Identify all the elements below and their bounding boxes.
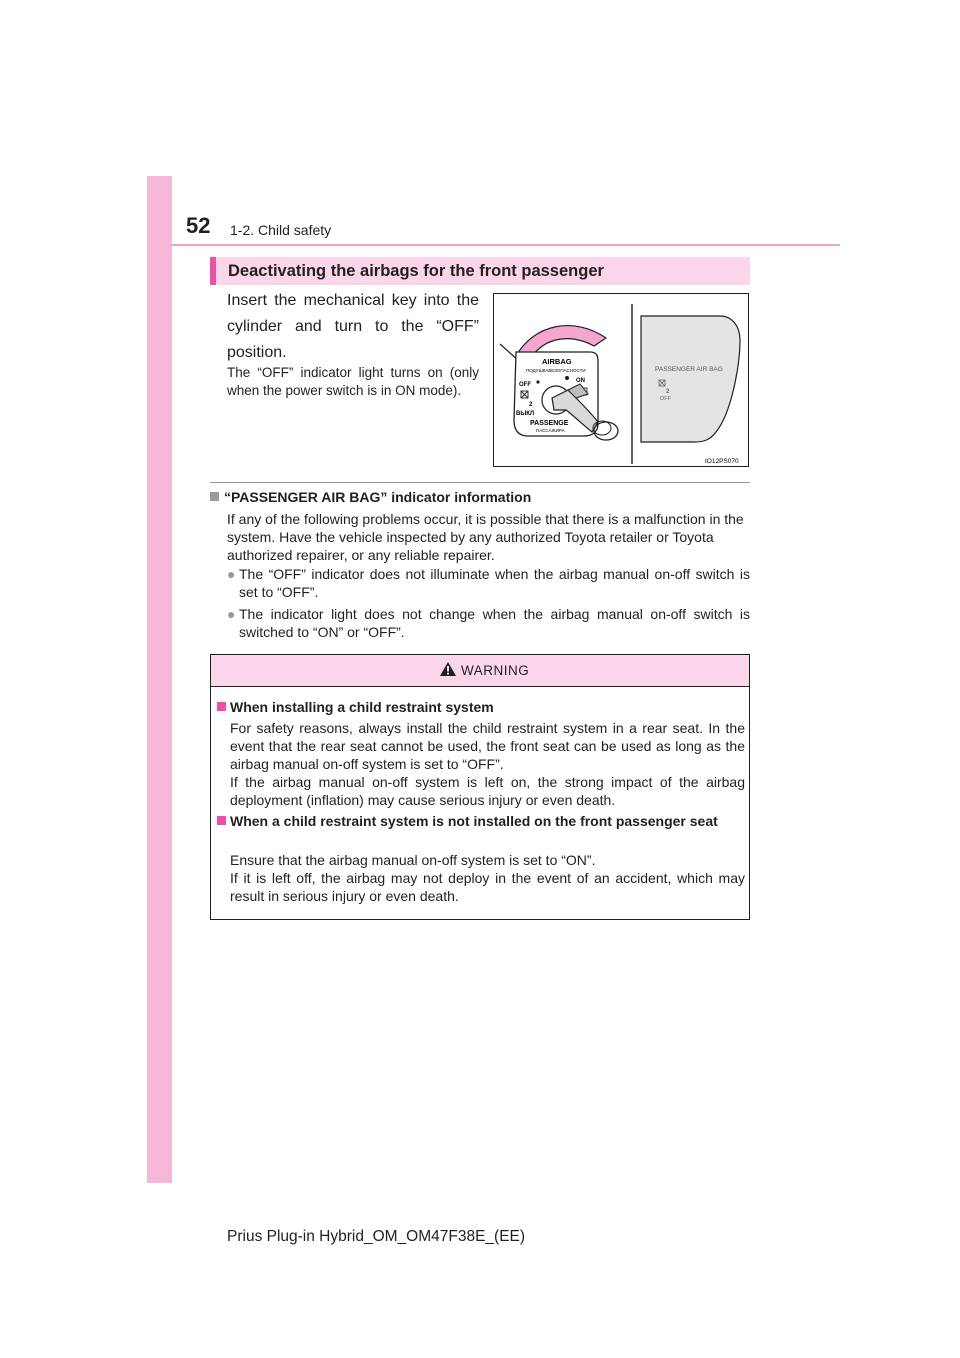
switch-label-passenger: PASSENGE: [530, 420, 569, 427]
airbag-switch-figure: [493, 293, 749, 467]
info-body: If any of the following problems occur, it is possible that there is a malfunction in the system. Have the vehicle inspected by any authorized Toyota retailer or Toyota authorized repairer, or any reliable repairer.: [227, 511, 744, 563]
pink-square-icon: [217, 816, 226, 825]
switch-label-passenger-ru: ПАССАЖИРА: [536, 428, 565, 433]
pink-square-icon: [217, 702, 226, 711]
list-item: [227, 565, 750, 601]
indicator-off-label: OFF: [660, 396, 671, 402]
warning-item-heading: [217, 812, 745, 830]
side-tab-strip: [147, 176, 172, 1183]
switch-label-airbag: AIRBAG: [542, 357, 572, 366]
section-title: Deactivating the airbags for the front passenger: [228, 262, 604, 280]
bullet-text: The “OFF” indicator does not illuminate when the airbag manual on-off switch is set to “OFF”.: [239, 566, 750, 600]
warning-paragraph: If the airbag manual on-off system is left on, the strong impact of the airbag deployment (inflation) may cause serious injury or even death.: [230, 774, 745, 808]
section-breadcrumb: 1-2. Child safety: [230, 222, 332, 238]
switch-label-off: OFF: [519, 382, 531, 388]
switch-label-on: ON: [576, 378, 585, 384]
warning-header: [211, 655, 749, 687]
step-instruction: Insert the mechanical key into the cylinder and turn to the “OFF” position.: [227, 292, 479, 361]
bullet-dot-icon: ●: [227, 566, 236, 582]
list-item: [227, 605, 750, 641]
indicator-title: PASSENGER AIR BAG: [655, 366, 723, 373]
info-heading: [210, 489, 531, 505]
header-divider: [172, 244, 840, 246]
warning-item-heading-text: When a child restraint system is not installed on the front passenger seat: [230, 813, 718, 829]
warning-label: WARNING: [461, 663, 530, 678]
bullet-dot-icon: ●: [227, 606, 236, 622]
warning-paragraph: If it is left off, the airbag may not deploy in the event of an accident, which may result in serious injury or even death.: [230, 870, 745, 904]
key-ring-icon: [594, 422, 618, 440]
svg-text:2: 2: [529, 402, 533, 408]
switch-label-airbag-ru: ПОДУШКАБЕЗОПАСНОСТИ: [526, 368, 586, 373]
figure-code: IO12PS070: [705, 458, 739, 465]
info-heading-text: “PASSENGER AIR BAG” indicator information: [224, 489, 532, 505]
footer-doc-id: Prius Plug-in Hybrid_OM_OM47F38E_(EE): [227, 1228, 526, 1245]
gray-square-icon: [210, 492, 219, 501]
page-number: 52: [186, 213, 211, 238]
switch-label-off-ru: ВЫКЛ: [516, 411, 535, 417]
svg-text:2: 2: [666, 389, 670, 395]
warning-paragraph: For safety reasons, always install the child restraint system in a rear seat. In the event that the rear seat cannot be used, the front seat can be used as long as the airbag manual on-off system is set to “OFF”.: [230, 720, 745, 772]
step-note: The “OFF” indicator light turns on (only when the power switch is in ON mode).: [227, 365, 479, 398]
warning-item-heading-text: When installing a child restraint system: [230, 699, 494, 715]
warning-box: [210, 654, 750, 920]
section-divider: [210, 482, 750, 483]
indicator-panel: [641, 316, 740, 442]
section-title-bar: [210, 257, 750, 285]
warning-triangle-icon: [439, 661, 457, 677]
warning-paragraph: Ensure that the airbag manual on-off system is set to “ON”.: [230, 852, 596, 868]
warning-item-heading: [217, 698, 745, 716]
airbag-switch-illustration: [494, 294, 750, 468]
bullet-text: The indicator light does not change when the airbag manual on-off switch is switched to “ON” or “OFF”.: [239, 606, 750, 640]
